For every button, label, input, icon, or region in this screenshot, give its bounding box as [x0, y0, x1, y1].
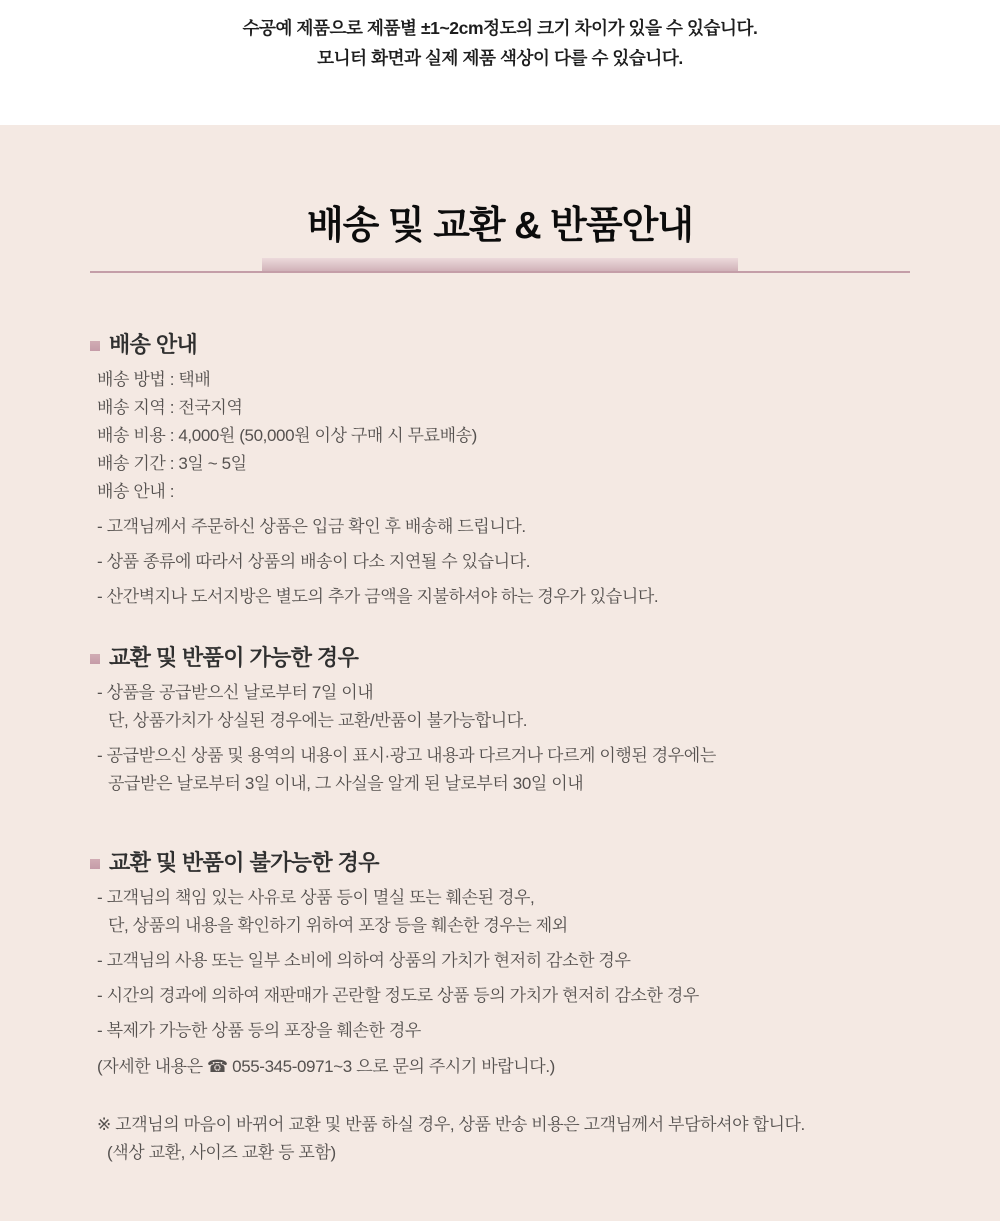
shipping-info-heading	[90, 332, 910, 358]
notice-line-size: 수공예 제품으로 제품별 ±1~2cm정도의 크기 차이가 있을 수 있습니다.	[242, 18, 758, 38]
exchange-impossible-item: - 시간의 경과에 의하여 재판매가 곤란할 정도로 상품 등의 가치가 현저히 감소한 경우	[97, 986, 699, 1005]
shipping-guide-item: - 산간벽지나 도서지방은 별도의 추가 금액을 지불하셔야 하는 경우가 있습니다.	[97, 587, 659, 606]
exchange-impossible-heading-label: 교환 및 반품이 불가능한 경우	[109, 850, 379, 875]
exchange-possible-item: - 공급받으신 상품 및 용역의 내용이 표시·광고 내용과 다르거나 다르게 이행된 경우에는	[97, 746, 716, 765]
exchange-possible-item: - 상품을 공급받으신 날로부터 7일 이내	[97, 683, 374, 702]
shipping-exchange-panel	[0, 125, 1000, 1221]
shipping-cost-line: 배송 비용 : 4,000원 (50,000원 이상 구매 시 무료배송)	[97, 426, 477, 445]
exchange-possible-item-continuation: 공급받은 날로부터 3일 이내, 그 사실을 알게 된 날로부터 30일 이내	[108, 774, 584, 793]
contact-phone-note: (자세한 내용은 ☎ 055-345-0971~3 으로 문의 주시기 바랍니다.)	[97, 1057, 555, 1076]
shipping-guide-item: - 상품 종류에 따라서 상품의 배송이 다소 지연될 수 있습니다.	[97, 552, 531, 571]
exchange-impossible-item: - 고객님의 사용 또는 일부 소비에 의하여 상품의 가치가 현저히 감소한 경우	[97, 951, 631, 970]
exchange-impossible-item: - 복제가 가능한 상품 등의 포장을 훼손한 경우	[97, 1021, 421, 1040]
square-bullet-icon	[90, 341, 100, 351]
exchange-impossible-item: - 고객님의 책임 있는 사유로 상품 등이 멸실 또는 훼손된 경우,	[97, 888, 535, 907]
return-cost-notice	[90, 1111, 910, 1167]
shipping-guide-label: 배송 안내 :	[97, 482, 175, 501]
exchange-possible-heading-label: 교환 및 반품이 가능한 경우	[109, 645, 359, 670]
handmade-size-notice	[0, 0, 1000, 125]
exchange-impossible-section	[90, 850, 910, 1081]
shipping-method-line: 배송 방법 : 택배	[97, 370, 211, 389]
exchange-possible-section	[90, 645, 910, 798]
title-divider-line	[90, 258, 910, 273]
exchange-possible-item-continuation: 단, 상품가치가 상실된 경우에는 교환/반품이 불가능합니다.	[108, 711, 528, 730]
square-bullet-icon	[90, 654, 100, 664]
square-bullet-icon	[90, 859, 100, 869]
return-cost-notice-subline: (색상 교환, 사이즈 교환 등 포함)	[107, 1143, 336, 1162]
return-cost-notice-line: ※ 고객님의 마음이 바뀌어 교환 및 반품 하실 경우, 상품 반송 비용은 고객님께서 부담하셔야 합니다.	[97, 1115, 805, 1134]
page-title: 배송 및 교환 & 반품안내	[306, 205, 694, 247]
shipping-area-line: 배송 지역 : 전국지역	[97, 398, 243, 417]
exchange-possible-heading	[90, 645, 910, 671]
shipping-info-section	[90, 332, 910, 611]
exchange-impossible-item-continuation: 단, 상품의 내용을 확인하기 위하여 포장 등을 훼손한 경우는 제외	[108, 916, 568, 935]
notice-line-color: 모니터 화면과 실제 제품 색상이 다를 수 있습니다.	[317, 48, 683, 68]
shipping-guide-item: - 고객님께서 주문하신 상품은 입금 확인 후 배송해 드립니다.	[97, 517, 526, 536]
shipping-period-line: 배송 기간 : 3일 ~ 5일	[97, 454, 247, 473]
exchange-impossible-heading	[90, 850, 910, 876]
shipping-info-heading-label: 배송 안내	[109, 332, 198, 357]
title-divider-bar	[262, 258, 738, 271]
panel-content	[90, 332, 910, 1167]
